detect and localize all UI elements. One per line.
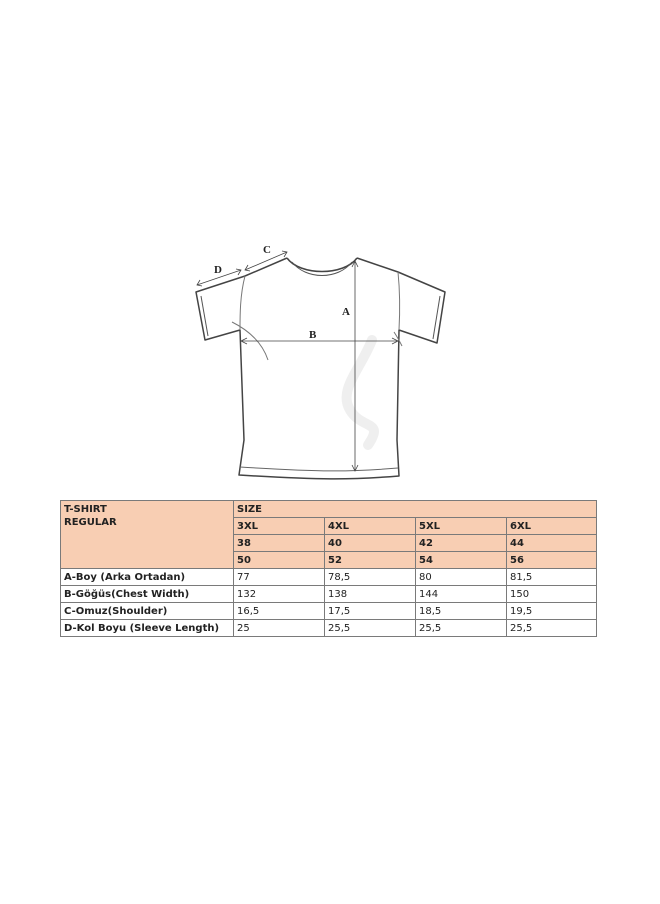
size-chart-table [60, 500, 597, 637]
size-cell: 4XL [325, 518, 416, 535]
value-cell: 25 [234, 620, 325, 637]
size-cell: 5XL [416, 518, 507, 535]
value-cell: 25,5 [507, 620, 597, 637]
title-line-1: T-SHIRT [64, 504, 107, 515]
value-cell: 81,5 [507, 569, 597, 586]
header-row-size [61, 501, 597, 518]
value-cell: 17,5 [325, 603, 416, 620]
value-cell: 25,5 [325, 620, 416, 637]
size-cell: 54 [416, 552, 507, 569]
table-row [61, 620, 597, 637]
value-cell: 25,5 [416, 620, 507, 637]
value-cell: 144 [416, 586, 507, 603]
value-cell: 77 [234, 569, 325, 586]
size-cell: 38 [234, 535, 325, 552]
value-cell: 19,5 [507, 603, 597, 620]
size-cell: 42 [416, 535, 507, 552]
size-cell: 3XL [234, 518, 325, 535]
value-cell: 18,5 [416, 603, 507, 620]
table-row [61, 569, 597, 586]
row-label: D-Kol Boyu (Sleeve Length) [61, 620, 234, 637]
row-label: A-Boy (Arka Ortadan) [61, 569, 234, 586]
value-cell: 16,5 [234, 603, 325, 620]
row-label: B-Göğüs(Chest Width) [61, 586, 234, 603]
size-cell: 50 [234, 552, 325, 569]
label-c: C [263, 244, 271, 256]
size-cell: 56 [507, 552, 597, 569]
value-cell: 150 [507, 586, 597, 603]
size-cell: 40 [325, 535, 416, 552]
title-line-2: REGULAR [64, 517, 117, 528]
value-cell: 78,5 [325, 569, 416, 586]
size-header: SIZE [234, 501, 597, 518]
size-cell: 44 [507, 535, 597, 552]
table-row [61, 603, 597, 620]
size-cell: 52 [325, 552, 416, 569]
label-d: D [214, 264, 222, 276]
table-row [61, 586, 597, 603]
value-cell: 80 [416, 569, 507, 586]
label-a: A [342, 306, 350, 318]
table-title [61, 501, 234, 569]
row-label: C-Omuz(Shoulder) [61, 603, 234, 620]
value-cell: 132 [234, 586, 325, 603]
size-cell: 6XL [507, 518, 597, 535]
value-cell: 138 [325, 586, 416, 603]
label-b: B [309, 329, 317, 341]
